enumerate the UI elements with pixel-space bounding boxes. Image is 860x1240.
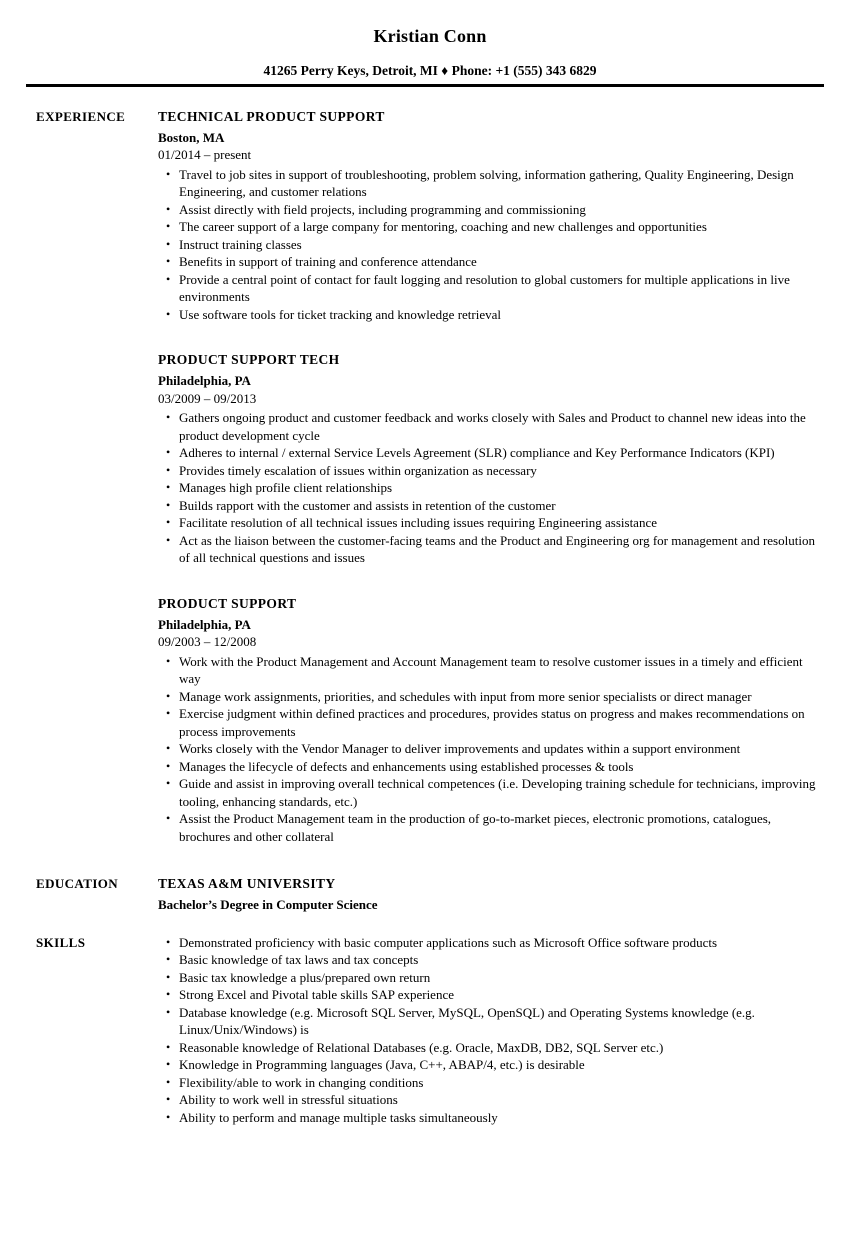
bullet-item: • Instruct training classes	[179, 236, 824, 254]
education-content	[158, 875, 824, 914]
job-location: Boston, MA	[158, 129, 225, 145]
job-dates: 01/2014 – present	[158, 147, 252, 163]
bullet-item: • Provides timely escalation of issues within organization as necessary	[179, 462, 824, 480]
job-bullets	[158, 166, 824, 324]
header-divider	[26, 84, 824, 87]
bullet-item: • Reasonable knowledge of Relational Databases (e.g. Oracle, MaxDB, DB2, SQL Server etc.)	[179, 1039, 824, 1057]
job-title: PRODUCT SUPPORT TECH	[158, 352, 340, 368]
bullet-item: • Basic knowledge of tax laws and tax concepts	[179, 951, 824, 969]
skills-section	[36, 934, 824, 1127]
resume-header	[36, 26, 824, 79]
bullet-item: • Manages high profile client relationships	[179, 479, 824, 497]
bullet-item: • Database knowledge (e.g. Microsoft SQL Server, MySQL, OpenSQL) and Operating Systems knowledge (e.g. Linux/Unix/Windows) is	[179, 1004, 824, 1039]
bullet-item: • Basic tax knowledge a plus/prepared own return	[179, 969, 824, 987]
job-location: Philadelphia, PA	[158, 616, 251, 632]
candidate-name: Kristian Conn	[373, 26, 487, 46]
bullet-item: • Flexibility/able to work in changing conditions	[179, 1074, 824, 1092]
job-dates: 03/2009 – 09/2013	[158, 390, 257, 406]
bullet-item: • Works closely with the Vendor Manager to deliver improvements and updates within a support environment	[179, 740, 824, 758]
bullet-item: • Assist the Product Management team in the production of go-to-market pieces, electronic promotions, catalogues, brochures and other collateral	[179, 810, 824, 845]
bullet-item: • The career support of a large company for mentoring, coaching and new challenges and opportunities	[179, 218, 824, 236]
bullet-item: • Adheres to internal / external Service Levels Agreement (SLR) compliance and Key Performance Indicators (KPI)	[179, 444, 824, 462]
job-entry-2	[158, 351, 824, 567]
bullet-item: • Work with the Product Management and Account Management team to resolve customer issues in a timely and efficient way	[179, 653, 824, 688]
section-label-experience: EXPERIENCE	[36, 108, 126, 124]
bullet-item: • Builds rapport with the customer and assists in retention of the customer	[179, 497, 824, 515]
bullet-item: • Provide a central point of contact for fault logging and resolution to global customers for multiple applications in live environments	[179, 271, 824, 306]
job-entry-3	[158, 595, 824, 846]
skills-content	[158, 934, 824, 1127]
bullet-item: • Ability to work well in stressful situations	[179, 1091, 824, 1109]
job-bullets	[158, 409, 824, 567]
section-label-skills: SKILLS	[36, 934, 86, 950]
bullet-item: • Gathers ongoing product and customer feedback and works closely with Sales and Product to channel new ideas into the product development cycle	[179, 409, 824, 444]
experience-content	[158, 108, 824, 846]
experience-section	[36, 108, 824, 846]
job-entry-1	[158, 108, 824, 324]
bullet-item: • Assist directly with field projects, including programming and commissioning	[179, 201, 824, 219]
bullet-item: • Manages the lifecycle of defects and enhancements using established processes & tools	[179, 758, 824, 776]
bullet-item: • Ability to perform and manage multiple tasks simultaneously	[179, 1109, 824, 1127]
job-location: Philadelphia, PA	[158, 373, 251, 389]
job-title: TECHNICAL PRODUCT SUPPORT	[158, 108, 385, 124]
job-dates: 09/2003 – 12/2008	[158, 634, 257, 650]
bullet-item: • Manage work assignments, priorities, and schedules with input from more senior specialists or direct manager	[179, 688, 824, 706]
bullet-item: • Travel to job sites in support of troubleshooting, problem solving, information gathering, Quality Engineering, Design Engineering, and customer relations	[179, 166, 824, 201]
bullet-item: • Exercise judgment within defined practices and procedures, provides status on progress and makes recommendations on process improvements	[179, 705, 824, 740]
contact-line: 41265 Perry Keys, Detroit, MI ♦ Phone: +1 (555) 343 6829	[263, 62, 597, 78]
job-title: PRODUCT SUPPORT	[158, 595, 297, 611]
bullet-item: • Facilitate resolution of all technical issues including issues requiring Engineering assistance	[179, 514, 824, 532]
skills-bullets	[158, 934, 824, 1127]
bullet-item: • Benefits in support of training and conference attendance	[179, 253, 824, 271]
bullet-item: • Act as the liaison between the customer-facing teams and the Product and Engineering org for management and resolution of all technical questions and issues	[179, 532, 824, 567]
section-label-education: EDUCATION	[36, 876, 119, 892]
school-name: TEXAS A&M UNIVERSITY	[158, 876, 336, 892]
bullet-item: • Knowledge in Programming languages (Java, C++, ABAP/4, etc.) is desirable	[179, 1056, 824, 1074]
bullet-item: • Use software tools for ticket tracking and knowledge retrieval	[179, 306, 824, 324]
bullet-item: • Demonstrated proficiency with basic computer applications such as Microsoft Office software products	[179, 934, 824, 952]
education-section	[36, 875, 824, 914]
bullet-item: • Guide and assist in improving overall technical competences (i.e. Developing training schedule for technicians, improving tooling, enhancing standards, etc.)	[179, 775, 824, 810]
degree-name: Bachelor’s Degree in Computer Science	[158, 897, 378, 913]
bullet-item: • Strong Excel and Pivotal table skills SAP experience	[179, 986, 824, 1004]
job-bullets	[158, 653, 824, 846]
